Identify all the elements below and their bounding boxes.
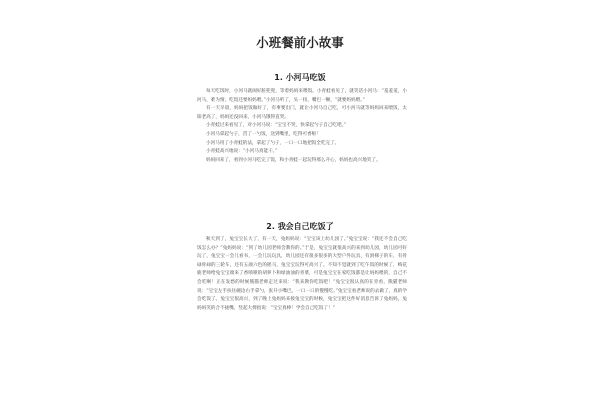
story-body-eat-by-myself (197, 236, 407, 313)
story-paragraph: 小青蛙高兴地说：“小河马真能干。” (206, 149, 278, 155)
story-paragraph: 有一天早晨，妈妈把饭做好了，有事要出门，就让小河马自己吃，可小河马就等妈妈回来喂饭，太阳老高了，妈妈还没回来，小河马饿得直哭。 (197, 106, 407, 120)
story-body-little-hippo (197, 88, 407, 165)
story-paragraph: 每天吃饭时，小河马就闹好脏兜兜，等着妈妈来喂饭。小青蛙看见了，就笑话小河马：“羞羞羞，小河马，难为情，吃饭还要妈妈喂。”小河马听了，头一扭，嘴巴一噘，“就要妈妈喂。” (197, 89, 407, 103)
story-paragraph: 小河马拿起勺子，舀了一勺饭，送到嘴里，吃得可香啦！ (206, 131, 321, 137)
story-paragraph: 妈妈回来了，看到小河马吃完了饭，和小青蛙一起玩得那么开心，妈妈也高兴地笑了。 (206, 157, 381, 163)
story-paragraph: 秋天到了，兔宝宝长大了，有一天，兔妈妈说：“宝宝该上幼儿园了。”兔宝宝说：“我还不会自己吃饭怎么办？”兔妈妈说：“到了幼儿园老师会教你的。”于是，兔宝宝就很高兴的来到幼儿园，幼儿园可好玩了，兔宝宝一会儿看书，一会儿玩玩具，幼儿园还有很多很多的大型户外玩具，有滑梯子的车，有骨碌骨碌的三轮车，还有五颜六色的摇马，兔宝宝玩得可高兴了。不知不觉就到了吃午饭的时候了，梅花鹿老师给兔宝宝端来了香喷喷的胡萝卜和绿油油的青菜，可是兔宝宝在家吃饭都是让妈妈喂的，自己不会吃啊！正在发愁的时候熊猫老师走过来说：“我来教你吃饭吧！”兔宝宝很认真的在旁看，熊猫老师说：“宝宝左手扶住碗边右手拿勺，张开小嘴巴，一口一口的慢慢吃。”兔宝宝看老师说的去做了，真的学会吃饭了。兔宝宝很高兴，到了晚上兔妈妈来接兔宝宝的时候，兔宝宝把这件好消息告诉了兔妈妈，兔妈妈笑的合不拢嘴，竖起大拇指说：“宝宝真棒！学会自己吃饭了！” (197, 237, 407, 311)
story-paragraph: 小河马用了小青蛙的法，拿起了勺子，一口一口地把饭全吃完了。 (206, 140, 340, 146)
section-heading-eat-by-myself: 2. 我会自己吃饭了 (266, 222, 334, 231)
document-title: 小班餐前小故事 (256, 35, 344, 50)
section-heading-little-hippo: 1. 小河马吃饭 (274, 73, 326, 82)
story-paragraph: 小青蛙过来看见了，对小河马说：“宝宝不哭，快拿起勺子自己吃吧。” (206, 123, 347, 129)
